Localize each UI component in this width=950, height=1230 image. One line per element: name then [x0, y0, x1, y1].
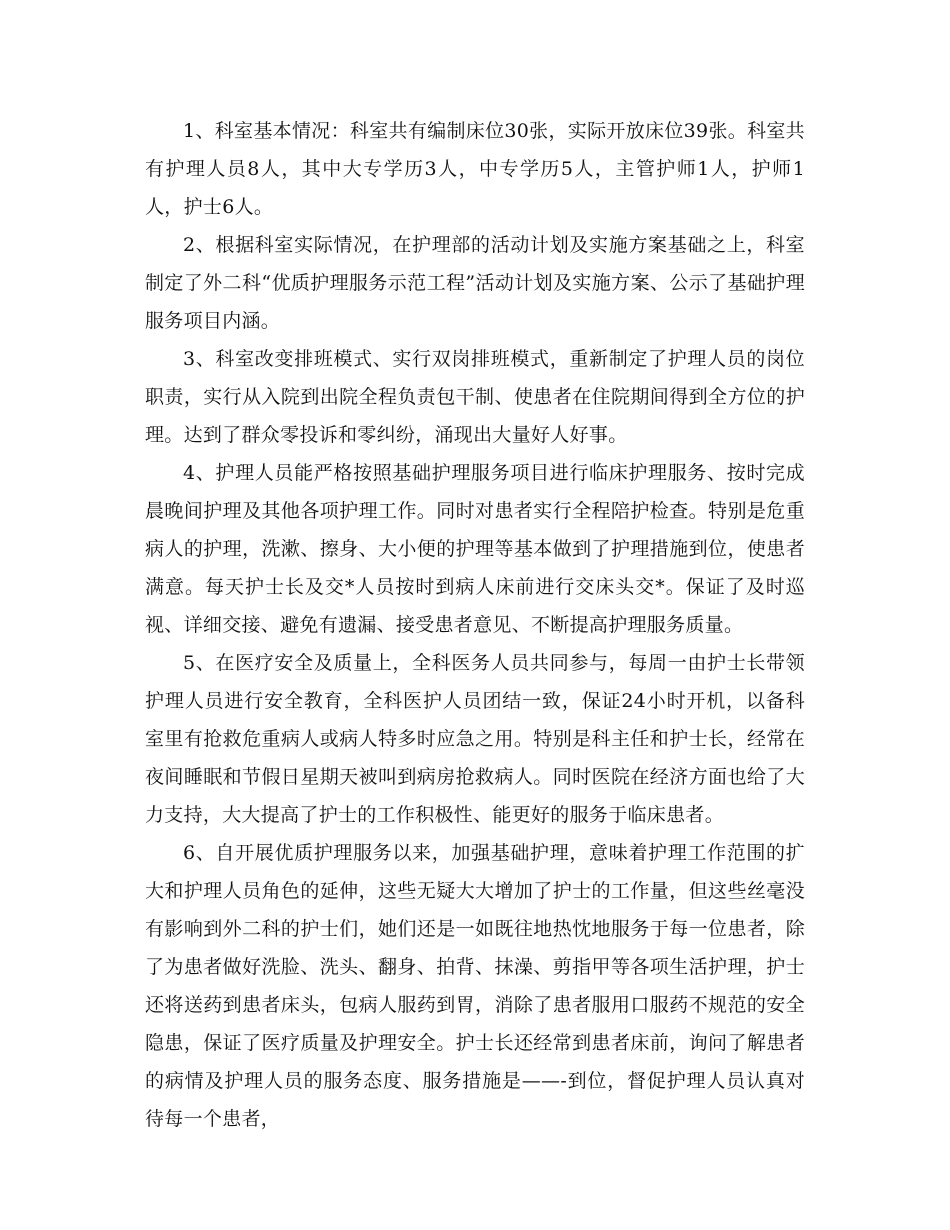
- paragraph-4: 4、护理人员能严格按照基础护理服务项目进行临床护理服务、按时完成晨晚间护理及其他各项护理工作。同时对患者实行全程陪护检查。特别是危重病人的护理，洗漱、擦身、大小便的护理等基本做到了护理措施到位，使患者满意。每天护士长及交*人员按时到病人床前进行交床头交*。保证了及时巡视、详细交接、避免有遗漏、接受患者意见、不断提高护理服务质量。: [145, 462, 805, 636]
- paragraph-5: 5、在医疗安全及质量上，全科医务人员共同参与，每周一由护士长带领护理人员进行安全教育，全科医护人员团结一致，保证24小时开机，以备科室里有抢救危重病人或病人特多时应急之用。特别是科主任和护士长，经常在夜间睡眠和节假日星期天被叫到病房抢救病人。同时医院在经济方面也给了大力支持，大大提高了护士的工作积极性、能更好的服务于临床患者。: [145, 652, 805, 826]
- document-body: [145, 112, 805, 1138]
- paragraph-6: 6、自开展优质护理服务以来，加强基础护理，意味着护理工作范围的扩大和护理人员角色的延伸，这些无疑大大增加了护士的工作量，但这些丝毫没有影响到外二科的护士们，她们还是一如既往地热忱地服务于每一位患者，除了为患者做好洗脸、洗头、翻身、拍背、抹澡、剪指甲等各项生活护理，护士还将送药到患者床头，包病人服药到胃，消除了患者服用口服药不规范的安全隐患，保证了医疗质量及护理安全。护士长还经常到患者床前，询问了解患者的病情及护理人员的服务态度、服务措施是——-到位，督促护理人员认真对待每一个患者，: [145, 842, 805, 1130]
- paragraph-3: 3、科室改变排班模式、实行双岗排班模式，重新制定了护理人员的岗位职责，实行从入院到出院全程负责包干制、使患者在住院期间得到全方位的护理。达到了群众零投诉和零纠纷，涌现出大量好人好事。: [145, 348, 805, 446]
- paragraph-1: 1、科室基本情况：科室共有编制床位30张，实际开放床位39张。科室共有护理人员8人，其中大专学历3人，中专学历5人，主管护师1人，护师1人，护士6人。: [145, 120, 805, 218]
- paragraph-2: 2、根据科室实际情况，在护理部的活动计划及实施方案基础之上，科室制定了外二科“优质护理服务示范工程”活动计划及实施方案、公示了基础护理服务项目内涵。: [145, 234, 805, 332]
